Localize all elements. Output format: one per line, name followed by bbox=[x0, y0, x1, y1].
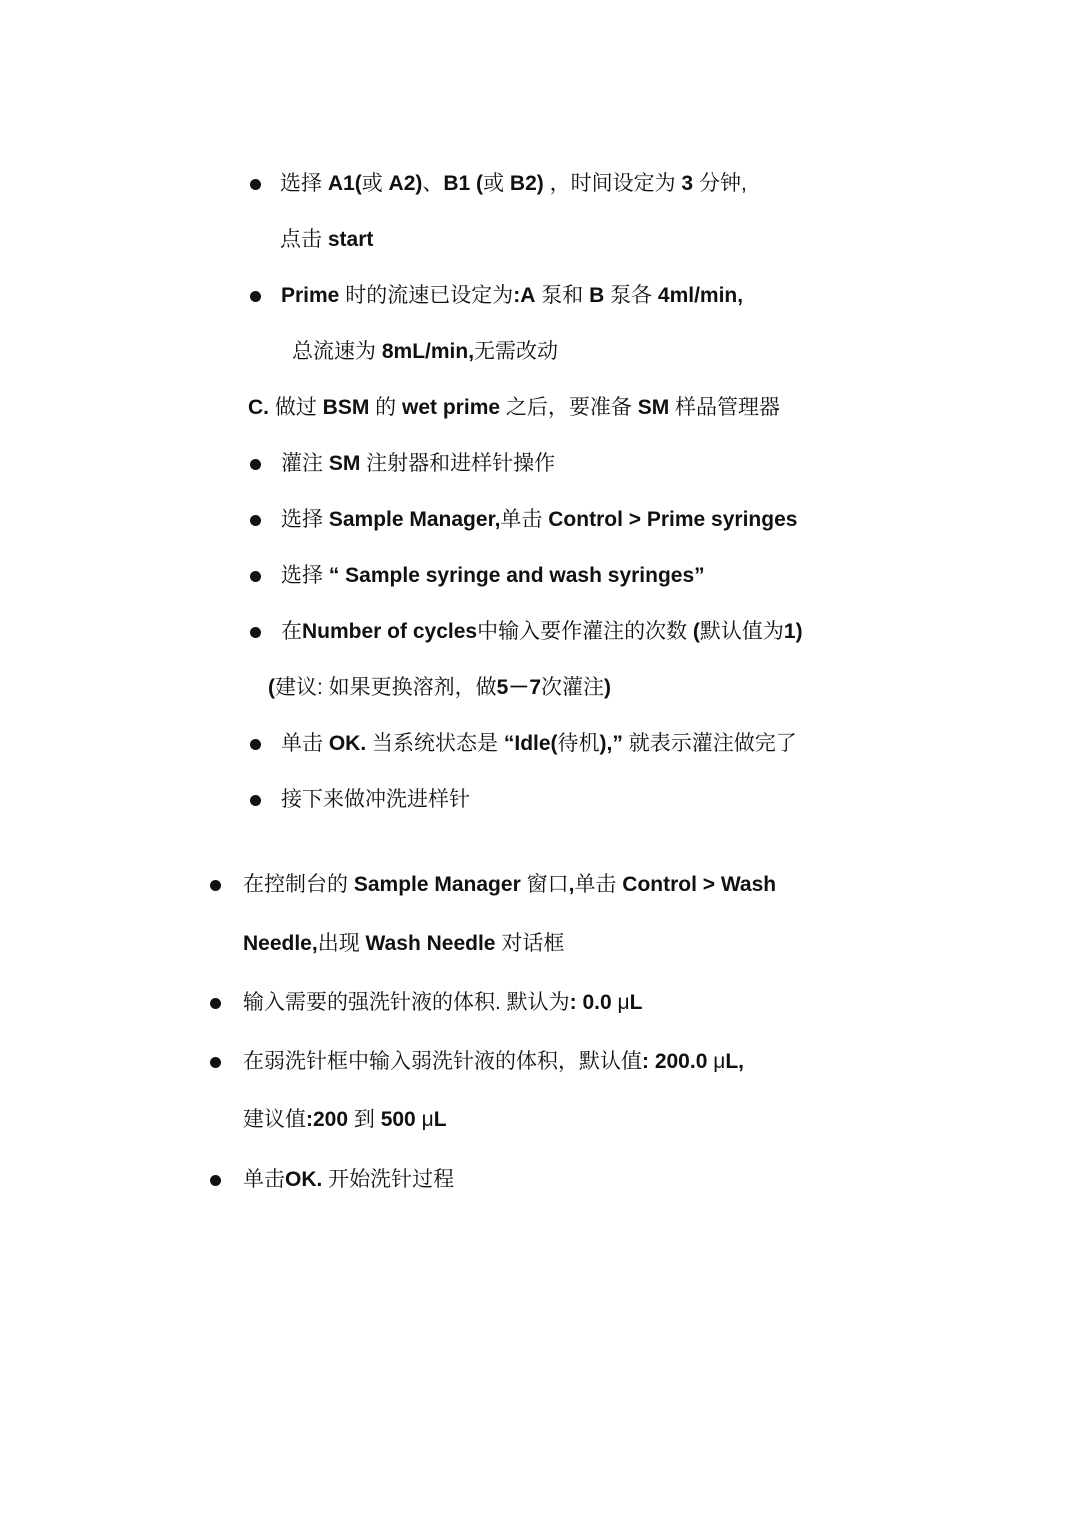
text-segment: B bbox=[589, 284, 605, 307]
text-segment: Wash Needle bbox=[365, 932, 496, 955]
doc-line bbox=[243, 1047, 744, 1077]
text-segment: 在控制台的 bbox=[243, 873, 354, 896]
text-segment: 在 bbox=[281, 620, 302, 643]
text-segment: SM bbox=[637, 396, 670, 419]
text-segment: ( bbox=[692, 620, 700, 643]
text-segment: 选择 bbox=[281, 508, 329, 531]
text-segment: A1( bbox=[327, 172, 362, 195]
doc-line bbox=[280, 225, 373, 255]
doc-line bbox=[281, 449, 555, 479]
text-segment: 注射器和进样针操作 bbox=[360, 452, 556, 475]
bullet-icon bbox=[250, 515, 261, 526]
doc-line bbox=[243, 870, 776, 900]
bullet-icon bbox=[210, 1057, 221, 1068]
text-segment: L bbox=[433, 1108, 447, 1131]
text-segment: start bbox=[327, 228, 374, 251]
text-segment: 输入需要的强洗针液的体积. 默认为 bbox=[243, 991, 570, 1014]
text-segment: 出现 bbox=[317, 932, 366, 955]
doc-line bbox=[243, 929, 564, 959]
doc-line bbox=[281, 785, 470, 815]
bullet-icon bbox=[250, 291, 261, 302]
text-segment: L bbox=[629, 991, 643, 1014]
text-segment: μ bbox=[707, 1050, 726, 1073]
text-segment: 灌注 bbox=[281, 452, 329, 475]
text-segment: 之后，要准备 bbox=[500, 396, 638, 419]
doc-line bbox=[292, 337, 558, 367]
bullet-icon bbox=[210, 1175, 221, 1186]
text-segment: 8mL/min, bbox=[381, 340, 475, 363]
text-segment: μ bbox=[415, 1108, 434, 1131]
text-segment: Sample Manager bbox=[353, 873, 521, 896]
text-segment: ( bbox=[268, 676, 275, 699]
text-segment: 单击 bbox=[500, 508, 549, 531]
text-segment: 默认值为 bbox=[699, 620, 784, 643]
text-segment: 500 bbox=[380, 1108, 416, 1131]
text-segment: 在弱洗针框中输入弱洗针液的体积，默认值 bbox=[243, 1050, 642, 1073]
text-segment: 5－7 bbox=[496, 676, 542, 699]
text-segment: 窗口 bbox=[520, 873, 569, 896]
text-segment: :200 bbox=[306, 1108, 349, 1131]
doc-line bbox=[243, 988, 642, 1018]
doc-line bbox=[243, 1165, 454, 1195]
bullet-icon bbox=[250, 459, 261, 470]
doc-line bbox=[268, 673, 611, 703]
bullet-icon bbox=[250, 179, 261, 190]
text-segment: BSM bbox=[322, 396, 370, 419]
doc-line bbox=[280, 169, 747, 199]
text-segment: : 0.0 bbox=[569, 991, 612, 1014]
bullet-icon bbox=[250, 739, 261, 750]
text-segment: Needle, bbox=[243, 932, 318, 955]
text-segment: Number of cycles bbox=[302, 620, 478, 643]
text-segment: wet prime bbox=[402, 396, 501, 419]
text-segment: 点击 bbox=[280, 228, 328, 251]
doc-line bbox=[281, 281, 743, 311]
text-segment: Control > Wash bbox=[622, 873, 777, 896]
doc-line bbox=[281, 617, 803, 647]
doc-line bbox=[281, 505, 797, 535]
text-segment: ) bbox=[604, 676, 612, 699]
text-segment: 分钟, bbox=[693, 172, 747, 195]
bullet-icon bbox=[250, 571, 261, 582]
text-segment: 就表示灌注做完了 bbox=[622, 732, 797, 755]
text-segment: Control > Prime syringes bbox=[548, 508, 798, 531]
text-segment: 单击 bbox=[243, 1168, 285, 1191]
bullet-icon bbox=[250, 627, 261, 638]
text-segment: 单击 bbox=[574, 873, 623, 896]
text-segment: 中输入要作灌注的次数 bbox=[477, 620, 693, 643]
text-segment: ),” bbox=[599, 732, 623, 755]
text-segment: 4ml/min, bbox=[657, 284, 744, 307]
text-segment: 泵各 bbox=[604, 284, 658, 307]
text-segment: C. bbox=[248, 396, 269, 419]
bullet-icon bbox=[250, 795, 261, 806]
text-segment: 开始洗针过程 bbox=[322, 1168, 455, 1191]
text-segment: “Idle( bbox=[503, 732, 558, 755]
text-segment: OK. bbox=[285, 1168, 323, 1191]
text-segment: 做过 bbox=[269, 396, 323, 419]
text-segment: 时的流速已设定为 bbox=[339, 284, 514, 307]
text-segment: 无需改动 bbox=[474, 340, 559, 363]
text-segment: 建议: 如果更换溶剂，做 bbox=[275, 676, 497, 699]
text-segment: : 200.0 bbox=[642, 1050, 708, 1073]
text-segment: B1 ( bbox=[443, 172, 484, 195]
text-segment: 选择 bbox=[280, 172, 328, 195]
doc-line bbox=[248, 393, 780, 423]
text-segment: ，时间设定为 bbox=[543, 172, 682, 195]
text-segment: 3 bbox=[681, 172, 694, 195]
text-segment: 到 bbox=[348, 1108, 381, 1131]
text-segment: , bbox=[568, 873, 575, 896]
text-segment: 样品管理器 bbox=[669, 396, 781, 419]
text-segment: 或 bbox=[483, 172, 510, 195]
bullet-icon bbox=[210, 998, 221, 1009]
text-segment: 建议值 bbox=[243, 1108, 306, 1131]
text-segment: SM bbox=[328, 452, 361, 475]
text-segment: μ bbox=[611, 991, 630, 1014]
text-segment: OK. bbox=[328, 732, 367, 755]
doc-line bbox=[281, 729, 797, 759]
text-segment: 当系统状态是 bbox=[366, 732, 504, 755]
text-segment: 对话框 bbox=[495, 932, 565, 955]
text-segment: 待机 bbox=[557, 732, 600, 755]
bullet-icon bbox=[210, 880, 221, 891]
doc-line bbox=[243, 1105, 447, 1135]
text-segment: 选择 bbox=[281, 564, 329, 587]
text-segment: B2) bbox=[509, 172, 544, 195]
text-segment: A2) bbox=[388, 172, 423, 195]
text-segment: 1) bbox=[783, 620, 803, 643]
text-segment: 的 bbox=[369, 396, 403, 419]
text-segment: Sample Manager, bbox=[328, 508, 501, 531]
text-segment: :A bbox=[513, 284, 536, 307]
text-segment: L, bbox=[725, 1050, 744, 1073]
text-segment: “ Sample syringe and wash syringes” bbox=[328, 564, 705, 587]
doc-line bbox=[281, 561, 705, 591]
text-segment: 、 bbox=[422, 172, 444, 195]
text-segment: 单击 bbox=[281, 732, 329, 755]
text-segment: 接下来做冲洗进样针 bbox=[281, 788, 470, 811]
text-segment: 总流速为 bbox=[292, 340, 382, 363]
text-segment: 次灌注 bbox=[541, 676, 605, 699]
text-segment: Prime bbox=[281, 284, 340, 307]
text-segment: 或 bbox=[361, 172, 389, 195]
text-segment: 泵和 bbox=[535, 284, 590, 307]
